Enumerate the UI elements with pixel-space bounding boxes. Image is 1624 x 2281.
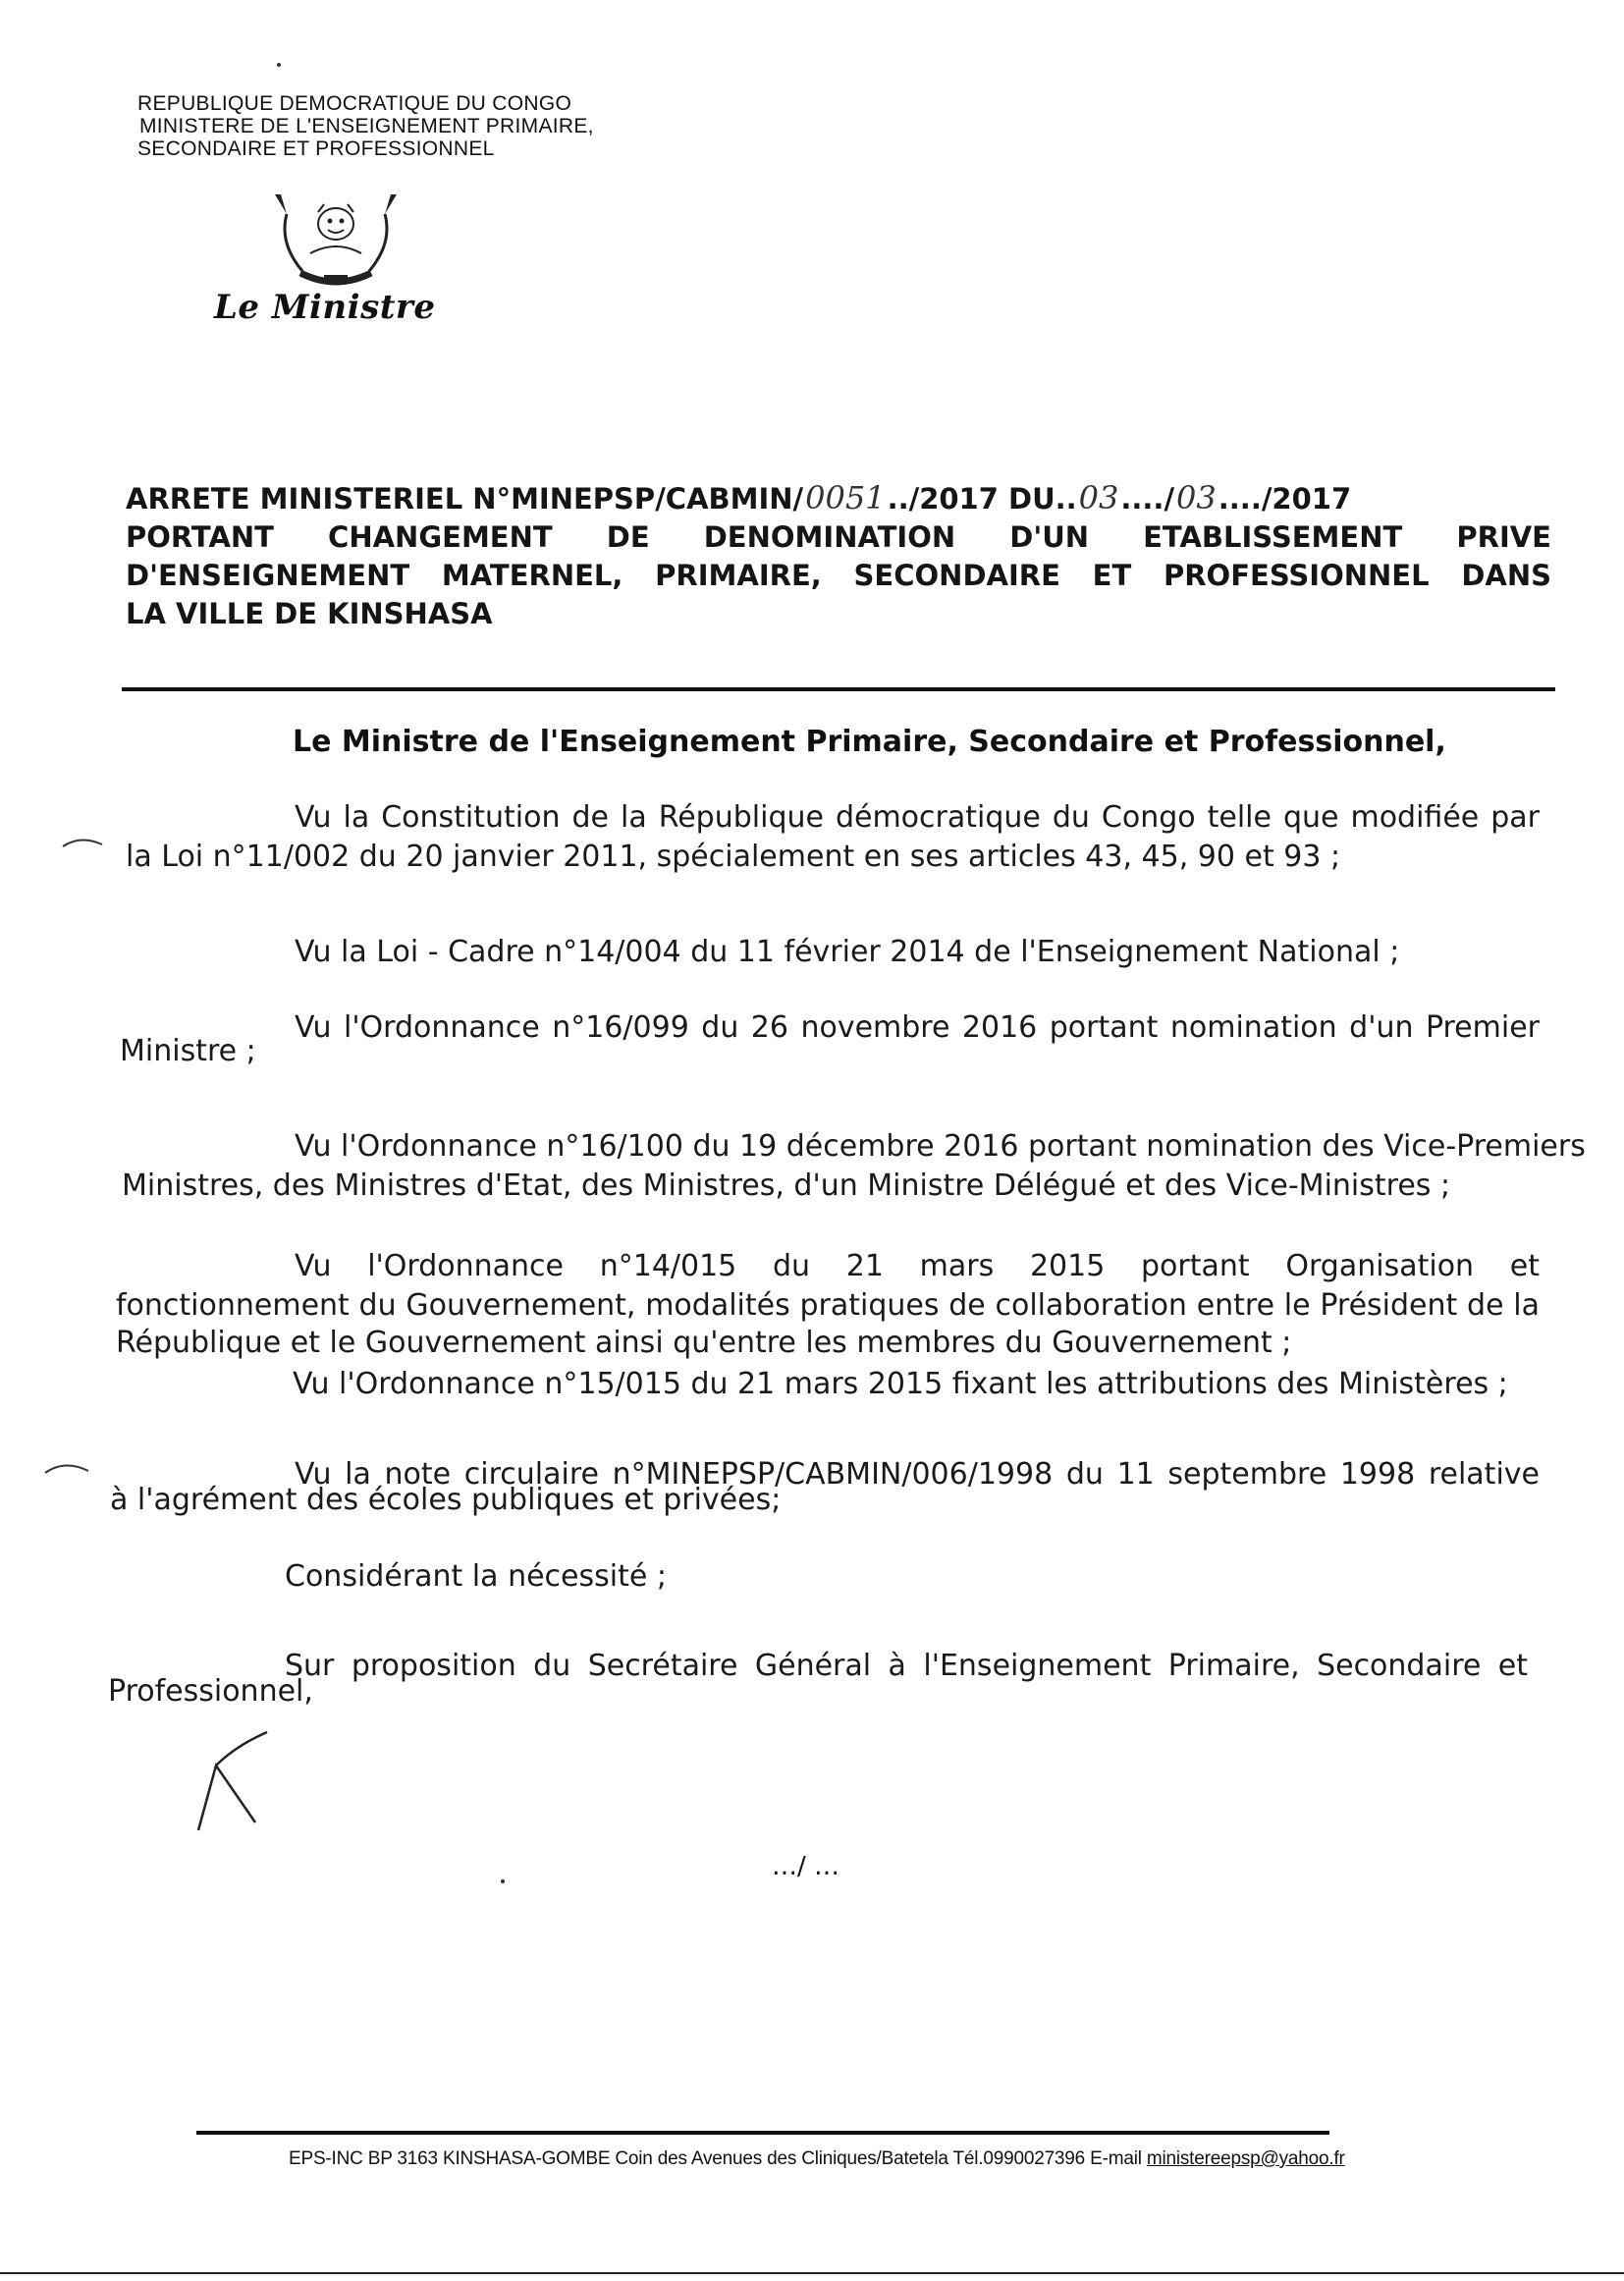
- decree-reference-middle: ../2017 DU..: [887, 482, 1077, 516]
- footer-email-link[interactable]: ministereepsp@yahoo.fr: [1146, 2148, 1345, 2169]
- para-proposition-line-1: Sur proposition du Secrétaire Général à l'Enseignement Primaire, Secondaire et: [285, 1649, 1528, 1683]
- decree-number-handwritten: 0051: [805, 479, 886, 516]
- decree-reference-prefix: ARRETE MINISTERIEL N°MINEPSP/CABMIN/: [126, 482, 804, 516]
- letterhead-country: REPUBLIQUE DEMOCRATIQUE DU CONGO: [137, 92, 572, 115]
- decree-subject-line-2: D'ENSEIGNEMENT MATERNEL, PRIMAIRE, SECONDAIRE ET PROFESSIONNEL DANS: [126, 559, 1551, 592]
- decree-title: [126, 479, 1551, 633]
- para-ordonnance-gouvernement-line-1: Vu l'Ordonnance n°14/015 du 21 mars 2015 portant Organisation et: [295, 1249, 1540, 1283]
- para-ordonnance-vice-premiers-line-1: Vu l'Ordonnance n°16/100 du 19 décembre 2016 portant nomination des Vice-Premiers: [295, 1129, 1586, 1164]
- decree-day-handwritten: 03: [1078, 479, 1119, 516]
- para-constitution-line-1: Vu la Constitution de la République démocratique du Congo telle que modifiée par: [295, 800, 1540, 835]
- scan-edge: [0, 2272, 1624, 2274]
- para-ordonnance-premier-ministre-line-1: Vu l'Ordonnance n°16/099 du 26 novembre 2016 portant nomination d'un Premier: [295, 1010, 1540, 1045]
- minister-signature-title: Le Ministre: [214, 288, 436, 327]
- para-considerant: Considérant la nécessité ;: [285, 1559, 667, 1594]
- minister-heading: Le Ministre de l'Enseignement Primaire, Secondaire et Professionnel,: [293, 725, 1446, 759]
- title-divider: [122, 687, 1555, 691]
- margin-mark-icon: [61, 835, 104, 850]
- para-ordonnance-premier-ministre-line-2: Ministre ;: [120, 1034, 256, 1068]
- letterhead-ministry-cont: SECONDAIRE ET PROFESSIONNEL: [137, 137, 495, 160]
- para-note-circulaire-line-1: Vu la note circulaire n°MINEPSP/CABMIN/006/1998 du 11 septembre 1998 relative: [295, 1457, 1540, 1492]
- footer-address-text: EPS-INC BP 3163 KINSHASA-GOMBE Coin des Avenues des Cliniques/Batetela Tél.0990027396 E-mail: [289, 2148, 1147, 2169]
- coat-of-arms-icon: [267, 194, 405, 293]
- decree-reference-line: [126, 479, 1551, 518]
- letterhead-ministry: MINISTERE DE L'ENSEIGNEMENT PRIMAIRE,: [139, 115, 594, 137]
- decree-month-handwritten: 03: [1176, 479, 1217, 516]
- para-ordonnance-gouvernement-line-3: République et le Gouvernement ainsi qu'entre les membres du Gouvernement ;: [116, 1326, 1292, 1360]
- scan-speck: [277, 63, 281, 67]
- para-ordonnance-gouvernement-line-2: fonctionnement du Gouvernement, modalités pratiques de collaboration entre le Président de la: [116, 1288, 1540, 1323]
- para-constitution-line-2: la Loi n°11/002 du 20 janvier 2011, spécialement en ses articles 43, 45, 90 et 93 ;: [126, 840, 1341, 874]
- footer-address: [289, 2148, 1369, 2170]
- decree-subject-line-3: LA VILLE DE KINSHASA: [126, 597, 493, 630]
- footer-divider: [196, 2131, 1329, 2135]
- decree-reference-suffix: ..../2017: [1218, 482, 1352, 516]
- para-note-circulaire-line-2: à l'agrément des écoles publiques et privées;: [110, 1483, 782, 1517]
- continuation-mark: …/ …: [772, 1852, 840, 1881]
- decree-subject-line-1: PORTANT CHANGEMENT DE DENOMINATION D'UN ETABLISSEMENT PRIVE: [126, 520, 1551, 554]
- scan-speck: [501, 1879, 505, 1883]
- para-loi-cadre: Vu la Loi - Cadre n°14/004 du 11 février 2014 de l'Enseignement National ;: [295, 935, 1400, 969]
- letterhead: [137, 92, 594, 160]
- para-proposition-line-2: Professionnel,: [108, 1674, 313, 1709]
- margin-mark-icon: [43, 1459, 90, 1477]
- initials-mark-icon: [187, 1728, 275, 1836]
- para-ordonnance-vice-premiers-line-2: Ministres, des Ministres d'Etat, des Ministres, d'un Ministre Délégué et des Vice-Ministres ;: [122, 1168, 1451, 1203]
- decree-date-separator: ..../: [1120, 482, 1175, 516]
- para-ordonnance-attributions: Vu l'Ordonnance n°15/015 du 21 mars 2015 fixant les attributions des Ministères ;: [293, 1367, 1508, 1401]
